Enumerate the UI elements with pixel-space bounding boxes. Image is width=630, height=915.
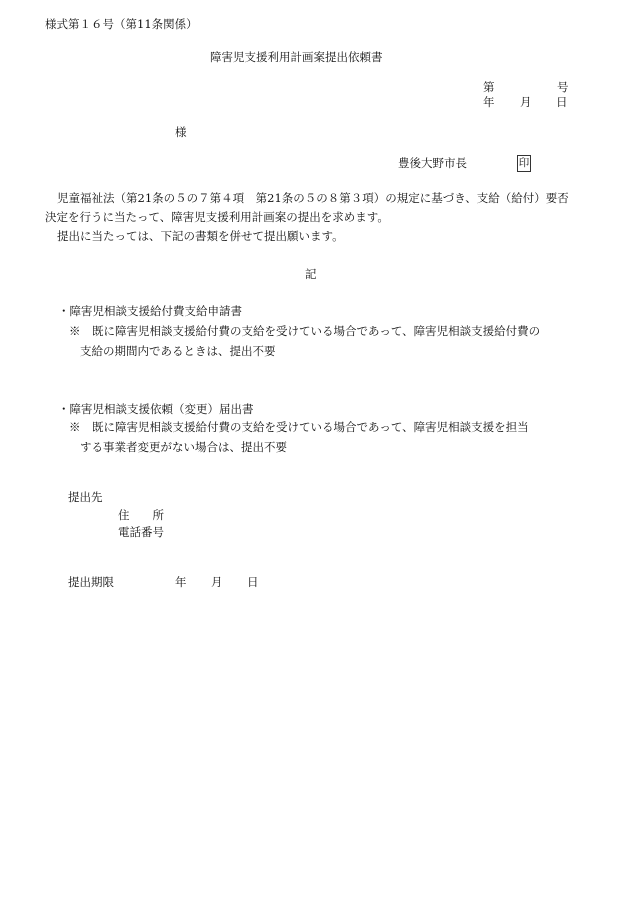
deadline-year-label: 年 bbox=[175, 575, 187, 589]
deadline-label: 提出期限 bbox=[68, 575, 114, 589]
body-line-2: 決定を行うに当たって、障害児支援利用計画案の提出を求めます。 bbox=[45, 210, 389, 224]
form-number: 様式第１６号（第11条関係） bbox=[45, 17, 198, 31]
item-1-note-line-1: ※ 既に障害児相談支援給付費の支給を受けている場合であって、障害児相談支援給付費の bbox=[69, 324, 541, 338]
item-2-title: ・障害児相談支援依頼（変更）届出書 bbox=[58, 402, 254, 416]
date-month-label: 月 bbox=[520, 95, 532, 109]
ki-heading: 記 bbox=[305, 267, 317, 281]
sender-name: 豊後大野市長 bbox=[398, 156, 467, 170]
number-label-dai: 第 bbox=[483, 80, 495, 94]
deadline-day-label: 日 bbox=[247, 575, 259, 589]
submission-address-label: 住 所 bbox=[118, 508, 164, 522]
item-1-note-line-2: 支給の期間内であるときは、提出不要 bbox=[80, 344, 276, 358]
submission-label: 提出先 bbox=[68, 490, 103, 504]
deadline-month-label: 月 bbox=[211, 575, 223, 589]
date-year-label: 年 bbox=[483, 95, 495, 109]
number-label-go: 号 bbox=[557, 80, 569, 94]
item-1-title: ・障害児相談支援給付費支給申請書 bbox=[58, 304, 242, 318]
body-line-1: 児童福祉法（第21条の５の７第４項 第21条の５の８第３項）の規定に基づき、支給（給付）要否 bbox=[57, 191, 569, 205]
item-2-note-line-2: する事業者変更がない場合は、提出不要 bbox=[80, 440, 287, 454]
body-line-3: 提出に当たっては、下記の書類を併せて提出願います。 bbox=[57, 229, 344, 243]
date-day-label: 日 bbox=[556, 95, 568, 109]
submission-phone-label: 電話番号 bbox=[118, 525, 164, 539]
seal-mark: 印 bbox=[517, 155, 531, 172]
document-title: 障害児支援利用計画案提出依頼書 bbox=[210, 50, 383, 64]
item-2-note-line-1: ※ 既に障害児相談支援給付費の支給を受けている場合であって、障害児相談支援を担当 bbox=[69, 420, 529, 434]
addressee-suffix: 様 bbox=[175, 125, 187, 139]
